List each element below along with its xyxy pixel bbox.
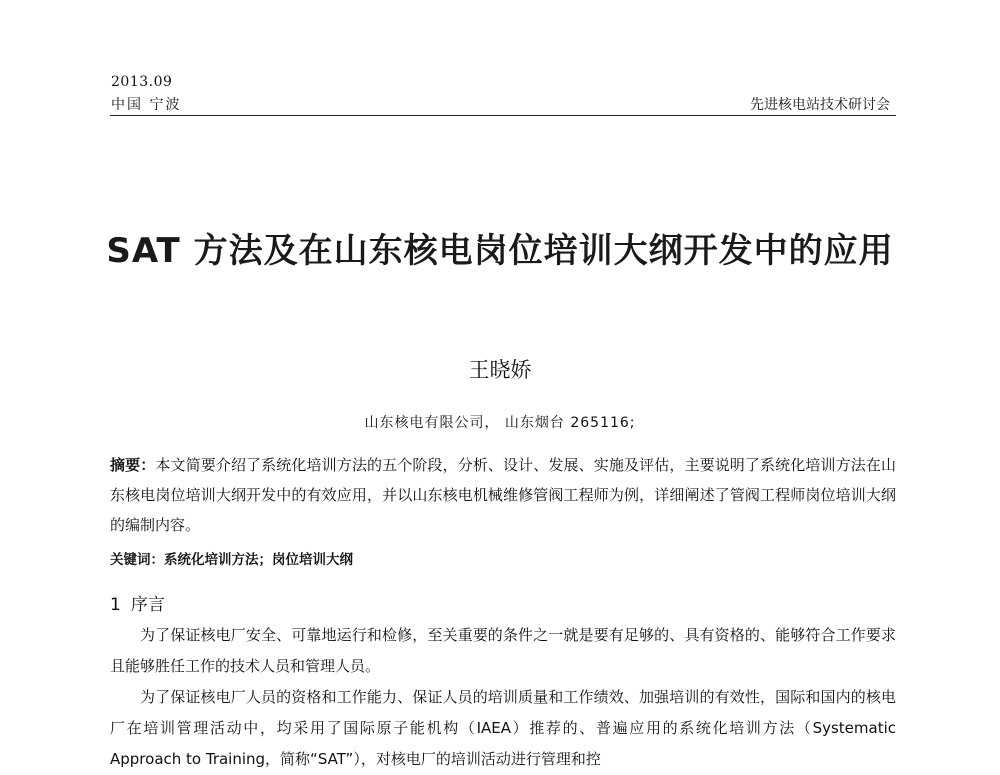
paper-title: SAT 方法及在山东核电岗位培训大纲开发中的应用	[106, 231, 894, 271]
author-affiliation: 山东核电有限公司， 山东烟台 265116;	[364, 415, 636, 431]
header-conference: 先进核电站技术研讨会	[750, 97, 890, 113]
abstract-label: 摘要：	[110, 456, 156, 474]
section-title: 序言	[130, 595, 165, 615]
section-number: 1	[110, 595, 121, 615]
keywords-text: 系统化培训方法；岗位培训大纲	[164, 552, 353, 568]
keywords	[110, 548, 896, 568]
header-location: 中国 宁波	[111, 97, 182, 113]
header-date: 2013.09	[111, 74, 173, 90]
section-heading	[110, 590, 165, 615]
header-rule	[110, 115, 896, 116]
body-paragraph: 为了保证核电厂人员的资格和工作能力、保证人员的培训质量和工作绩效、加强培训的有效性，国际和国内的核电厂在培训管理活动中，均采用了国际原子能机构（IAEA）推荐的、普遍应用的系统化培训方法（Systematic Approach to Training，简称“SAT”），对核电厂的培训活动进行管理和控	[110, 688, 896, 768]
section-body	[110, 620, 896, 775]
body-paragraph: 为了保证核电厂安全、可靠地运行和检修，至关重要的条件之一就是要有足够的、具有资格的、能够符合工作要求且能够胜任工作的技术人员和管理人员。	[110, 626, 896, 675]
abstract	[110, 450, 896, 540]
keywords-label: 关键词：	[110, 552, 164, 568]
author-name: 王晓娇	[468, 358, 532, 382]
abstract-text: 本文简要介绍了系统化培训方法的五个阶段，分析、设计、发展、实施及评估，主要说明了系统化培训方法在山东核电岗位培训大纲开发中的有效应用，并以山东核电机械维修管阀工程师为例，详细阐述了管阀工程师岗位培训大纲的编制内容。	[110, 456, 896, 534]
